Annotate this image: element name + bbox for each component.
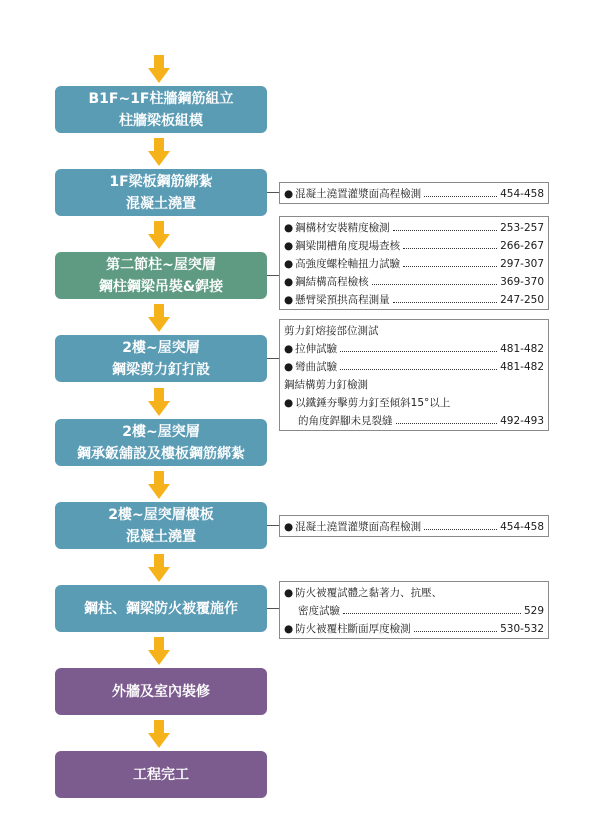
inspection-item: ● 鋼結構高程檢核 369-370 <box>284 273 544 291</box>
inspection-item: ● 混凝土澆置灌漿面高程檢測 454-458 <box>284 185 544 203</box>
step-line: 工程完工 <box>133 766 189 783</box>
inspection-item: ● 以鐵錘夯擊剪力釘至傾斜15°以上 <box>284 394 544 412</box>
step-line: 鋼承鈑舖設及樓板鋼筋綁紮 <box>77 445 245 462</box>
inspection-item: ● 防火被覆柱斷面厚度檢測 530-532 <box>284 620 544 638</box>
inspection-item: ● 鋼構材安裝精度檢測 253-257 <box>284 219 544 237</box>
down-arrow-icon <box>148 221 170 249</box>
step-line: 外牆及室內裝修 <box>112 683 210 700</box>
section-heading: 鋼結構剪力釘檢測 <box>284 379 368 391</box>
step-fireproofing <box>55 585 267 632</box>
down-arrow-icon <box>148 554 170 582</box>
inspection-note-3 <box>279 319 549 431</box>
inspection-item-continued: 密度試驗 529 <box>298 605 544 617</box>
down-arrow-icon <box>148 55 170 83</box>
inspection-note-2 <box>279 216 549 310</box>
inspection-item: ● 高強度螺栓軸扭力試驗 297-307 <box>284 255 544 273</box>
connector-line <box>267 525 279 526</box>
step-line: 2樓~屋突層 <box>122 423 200 440</box>
down-arrow-icon <box>148 637 170 665</box>
step-line: 2樓~屋突層 <box>122 339 200 356</box>
connector-line <box>267 358 279 359</box>
step-finishing <box>55 668 267 715</box>
inspection-item: ● 鋼梁開槽角度現場查核 266-267 <box>284 237 544 255</box>
down-arrow-icon <box>148 388 170 416</box>
step-1f-concrete <box>55 169 267 216</box>
step-deck-rebar <box>55 419 267 466</box>
step-shear-studs <box>55 335 267 382</box>
step-line: 鋼柱鋼梁吊裝&銲接 <box>98 278 224 295</box>
down-arrow-icon <box>148 304 170 332</box>
inspection-item: ● 防火被覆試體之黏著力、抗壓、 <box>284 584 544 602</box>
section-heading: 剪力釘熔接部位測試 <box>284 325 379 337</box>
down-arrow-icon <box>148 138 170 166</box>
inspection-item-continued: 的角度銲腳未見裂縫 492-493 <box>298 415 544 427</box>
step-floor-concrete <box>55 502 267 549</box>
down-arrow-icon <box>148 720 170 748</box>
step-line: 混凝土澆置 <box>126 528 196 545</box>
inspection-note-4 <box>279 515 549 537</box>
connector-line <box>267 608 279 609</box>
step-steel-erection <box>55 252 267 299</box>
inspection-item: ● 懸臂梁預拱高程測量 247-250 <box>284 291 544 309</box>
step-line: 1F梁板鋼筋綁紮 <box>109 173 213 190</box>
step-rebar-formwork <box>55 86 267 133</box>
connector-line <box>267 275 279 276</box>
inspection-note-5 <box>279 581 549 639</box>
step-completion <box>55 751 267 798</box>
step-line: 混凝土澆置 <box>126 195 196 212</box>
step-line: 柱牆梁板組模 <box>119 112 203 129</box>
step-line: 2樓~屋突層樓板 <box>108 506 214 523</box>
inspection-item: ● 彎曲試驗 481-482 <box>284 358 544 376</box>
step-line: 第二節柱~屋突層 <box>106 256 216 273</box>
step-line: 鋼柱、鋼梁防火被覆施作 <box>84 600 238 617</box>
step-line: B1F~1F柱牆鋼筋組立 <box>88 90 234 107</box>
down-arrow-icon <box>148 471 170 499</box>
connector-line <box>267 192 279 193</box>
step-line: 鋼梁剪力釘打設 <box>112 361 210 378</box>
inspection-item: ● 混凝土澆置灌漿面高程檢測 454-458 <box>284 518 544 536</box>
inspection-note-1 <box>279 182 549 204</box>
inspection-item: ● 拉伸試驗 481-482 <box>284 340 544 358</box>
